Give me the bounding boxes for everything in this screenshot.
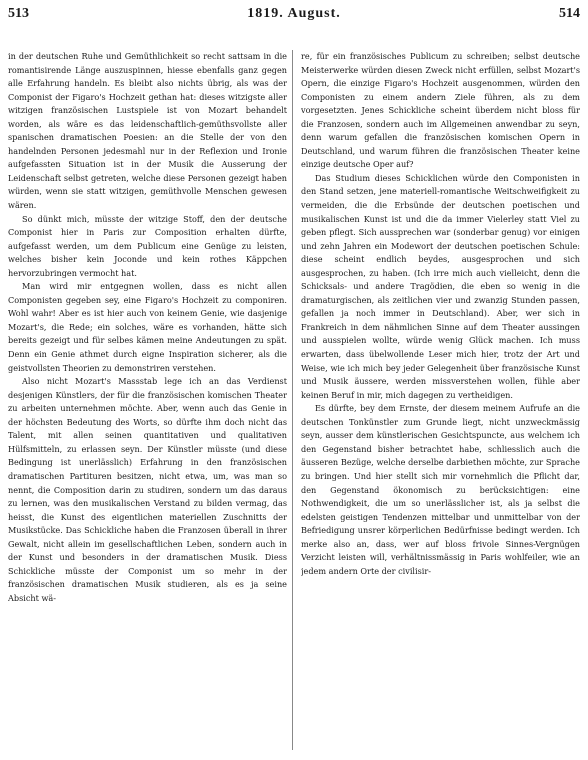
paragraph: in der deutschen Ruhe und Gemüthlichkeit so recht sattsam in die romantisirende Länge auszuspinnen, hiesse ebenfalls ganz gegen alle Erfahrung handeln. Es bleibt also nichts übrig, als was der Componist der Figaro's Hochzeit gethan hat: dieses witzigste aller witzigen französischen Lustspiele ist von Mozart behandelt worden, als wäre es das leidenschaftlich-gemüthsvollste aller spanischen dramatischen Poesien: an die Stelle der von den handelnden Personen jedesmahl nur in der Reflexion und Ironie aufgefassten Situation ist in der Musik die Ausserung der Leidenschaft selbst getreten, welche diese Personen gezeigt haben würden, wenn sie statt witzigen, gemüthvolle Menschen gewesen wären.	[8, 51, 287, 211]
page-number-left: 513	[8, 6, 29, 21]
page-number-right: 514	[559, 6, 580, 21]
text-columns	[8, 50, 580, 758]
left-column	[8, 50, 287, 758]
paragraph: Es dürfte, bey dem Ernste, der diesem meinem Aufrufe an die deutschen Tonkünstler zum Grunde liegt, nicht unzweckmässig seyn, ausser dem künstlerischen Gesichtspuncte, aus welchem ich den Gegenstand bisher betrachtet habe, schliesslich auch die äusseren Bezüge, welche derselbe darbiethen möchte, zur Sprache zu bringen. Und hier stellt sich mir vornehmlich die Pflicht dar, den Gegenstand ökonomisch zu berücksichtigen: eine Nothwendigkeit, die um so unerlässlicher ist, als ja selbst die edelsten geistigen Tendenzen mittelbar und unmittelbar von der Befriedigung unsrer körperlichen Bedürfnisse bedingt werden. Ich merke also an, dass, wer auf bloss frivole Sinnes-Vergnügen Verzicht leisten will, verhältnissmässig in Paris wohlfeiler, wie an jedem andern Orte der civilisir-	[301, 403, 580, 576]
paragraph: re, für ein französisches Publicum zu schreiben; selbst deutsche Meisterwerke würden diesen Zweck nicht erfüllen, selbst Mozart's Opern, die einzige Figaro's Hochzeit ausgenommen, würden den Componisten zu einem andern Ziele führen, als zu dem vorgesetzten. Jenes Schickliche scheint überdem nicht bloss für die Franzosen, sondern auch im Allgemeinen anwendbar zu seyn, denn warum gefallen die französischen komischen Opern in Deutschland, und warum führen die französischen Theater keine einzige deutsche Oper auf?	[301, 51, 580, 170]
page-header	[8, 6, 580, 24]
right-column	[301, 50, 580, 758]
column-divider	[292, 50, 293, 750]
paragraph: Also nicht Mozart's Massstab lege ich an das Verdienst desjenigen Künstlers, der für die französischen komischen Theater zu arbeiten unternehmen möchte. Aber, wenn auch das Genie in der höchsten Bedeutung des Worts, so dürfte ihm doch nicht das Talent, mit allen seinen quantitativen und qualitativen Hülfsmitteln, zu erlassen seyn. Der Künstler müsste (und diese Bedingung ist unerlässlich) Erfahrung in den französischen dramatischen Partituren besitzen, nicht etwa, um, was man so nennt, die Composition darin zu studiren, sondern um das daraus zu lernen, was den musikalischen Verstand zu bilden vermag, das heisst, die Kunst des eigentlichen materiellen Zuschnitts der Musikstücke. Das Schickliche haben die Franzosen überall in ihrer Gewalt, nicht allein im gesellschaftlichen Leben, sondern auch in der Kunst und besonders in der dramatischen Musik. Diess Schickliche müsste der Componist um so mehr in der französischen dramatischen Musik studieren, als es ja seine Absicht wä-	[8, 376, 287, 603]
paragraph: So dünkt mich, müsste der witzige Stoff, den der deutsche Componist hier in Paris zur Composition erhalten dürfte, aufgefasst werden, um dem Publicum eine Genüge zu leisten, welches bisher kein Joconde und kein rothes Käppchen hervorzubringen vermocht hat.	[8, 213, 287, 278]
running-head: 1819. August.	[247, 6, 341, 21]
paragraph: Man wird mir entgegnen wollen, dass es nicht allen Componisten gegeben sey, eine Figaro's Hochzeit zu componiren. Wohl wahr! Aber es ist hier auch von keinem Genie, wie dasjenige Mozart's, die Rede; ein solches, wäre es vorhanden, hätte sich bereits gezeigt und für selbes kämen meine Andeutungen zu spät. Denn ein Genie athmet durch eigne Inspiration sicherer, als die geistvollsten Theorien zu demonstriren verstehen.	[8, 281, 287, 373]
paragraph: Das Studium dieses Schicklichen würde den Componisten in den Stand setzen, jene materiell-romantische Weitschweifigkeit zu vermeiden, die die Erbsünde der deutschen poetischen und musikalischen Kunst ist und die da immer Vielerley statt Viel zu geben pflegt. Sich aussprechen war (sonderbar genug) vor einigen und zehn Jahren ein Modewort der deutschen poetischen Schule: diese scheint endlich beydes, ausgesprochen und sich ausgesprochen, zu haben. (Ich irre mich auch vielleicht, denn die Schicksals- und andere Tragödien, die eben so wenig in die dramaturgischen, als zeitlichen vier und zwanzig Stunden passen, gefallen ja noch immer in Deutschland). Aber, wer sich in Frankreich in dem nähmlichen Sinne auf dem Theater aussingen und ausspielen wollte, würde wenig Glück machen. Ich muss erwarten, dass übelwollende Leser mich hier, trotz der Art und Weise, wie ich mich bey jeder Gelegenheit über französische Kunst und Musik äussere, werden missverstehen wollen, fühle aber keinen Beruf in mir, mich dagegen zu vertheidigen.	[301, 172, 580, 400]
